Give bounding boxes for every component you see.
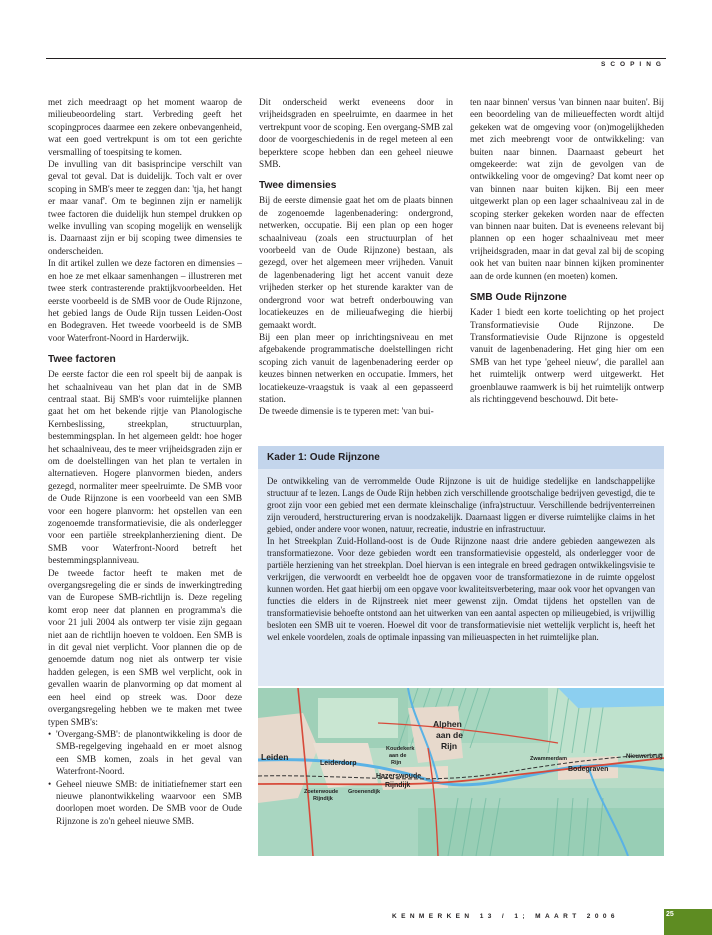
map-label-alphen-2: aan de xyxy=(436,730,463,740)
paragraph: In dit artikel zullen we deze factoren en dimensies – en hoe ze met elkaar samenhangen – illustreren met twee sterk contrasterende praktijkvoorbeelden. Het eerste voorbeeld is de SMB voor de Oude Rijnzone, het gebied langs de Oude Rijn tussen Leiden-Oost en Bodegraven. Het tweede voorbeeld is de SMB voor Waterfront-Noord in Harderwijk. xyxy=(48,258,242,343)
map-label-zoeterwoude-2: Rijndijk xyxy=(313,796,333,802)
paragraph: De eerste factor die een rol speelt bij de aanpak is het schaalniveau van het plan dat in de SMB centraal staat. Bij SMB's voor ruimtelijke plannen gaat het om het bekende rijtje van Planologische Kernbeslissing, streekplan, structuurplan, bestemmingsplan. In het algemeen geldt: hoe hoger het schaalniveau, des te meer vrijheidsgraden zijn er om de doelstellingen van het plan te vertalen in alternatieven. Hogere planvormen bieden, anders gezegd, normaliter meer speelruimte. De SMB voor de Oude Rijnzone is een voorbeeld van een SMB voor een hogere planvorm: het opstellen van een zogenoemde transformatievisie, die als onderlegger voor een partiële streekplanherziening dient. De SMB voor Waterfront-Noord betreft het bestemmingsplanniveau. xyxy=(48,369,242,566)
paragraph: ten naar binnen' versus 'van binnen naar buiten'. Bij een beoordeling van de milieueffecten wordt altijd gekeken wat de omgeving voor (on)mogelijkheden met zich meebrengt voor de ontwikkeling: van buiten naar binnen. Daarnaast gebeurt het omgekeerde: wat zijn de gevolgen van de ontwikkeling voor de omgeving? Dat komt neer op van binnen naar buiten kijken. Bij een meer uitgewerkt plan op een lager schaalniveau zal in de scoping sterker gekeken worden naar de effecten van binnen naar buiten. Dat is eveneens relevant bij plannen op een hoger schaalniveau met meer vrijheidsgraden, maar in dat geval zal bij de scoping ook het van buiten naar binnen kijken prominenter aan de orde kunnen (en moeten) komen. xyxy=(470,97,664,281)
paragraph: De ontwikkeling van de verrommelde Oude Rijnzone is uit de huidige stedelijke en landschappelijke structuur af te lezen. Langs de Oude Rijn hebben zich verschillende grootschalige bedrijven gevestigd, die te groot zijn voor een gebied met een dermate kleinschalige (infra)structuur. Verschillende bedrijventerreinen zijn verouderd, herstructurering ervan is noodzakelijk. Daarnaast liggen er diverse ruimtelijke claims in het gebied, onder andere voor wonen, natuur, recreatie, industrie en infrastructuur. xyxy=(267,476,655,534)
map-label-nieuwerbrug: Nieuwerbrug xyxy=(626,754,663,760)
header-rule xyxy=(46,58,666,59)
paragraph: De invulling van dit basisprincipe verschilt van geval tot geval. Dat is duidelijk. Toch valt er over scoping in SMB's meer te zeggen dan: 'tja, het hangt er maar vanaf'. Om te beginnen zijn er namelijk twee factoren die duidelijk hun stempel drukken op welke invulling van scoping mogelijk en wenselijk is. Daarnaast zijn er bij scoping twee dimensies te onderscheiden. xyxy=(48,159,242,256)
map-label-zwammerdam: Zwammerdam xyxy=(530,756,567,762)
oude-rijnzone-map xyxy=(258,688,664,856)
map-label-zoeterwoude-1: Zoeterwoude xyxy=(304,789,339,795)
map-label-alphen-3: Rijn xyxy=(441,741,458,751)
column-3 xyxy=(470,96,664,405)
smb-types-list xyxy=(48,728,242,827)
map-label-koudekerk-3: Rijn xyxy=(391,760,402,766)
paragraph: met zich meedraagt op het moment waarop de milieubeoordeling start. Verbreding geeft het scopingproces daarmee een zekere onbevangenheid, wat een goed vertrekpunt is om tot een gerichte versmalling of toespitsing te komen. xyxy=(48,97,242,157)
sidebar-box-kader-1 xyxy=(258,446,664,686)
column-1 xyxy=(48,96,242,827)
section-heading-twee-factoren: Twee factoren xyxy=(48,354,116,366)
map-label-hazerswoude-2: Rijndijk xyxy=(385,782,411,789)
paragraph: Bij een plan meer op inrichtingsniveau en met afgebakende programmatische doelstellingen richt scoping zich vanuit de lagenbenadering eerder op keuzes binnen netwerken en occupatie. Immers, het locatiekeuze-vraagstuk is vaak al een gepasseerd station. xyxy=(259,331,453,404)
map-image xyxy=(258,688,664,856)
list-item: • 'Overgang-SMB': de planontwikkeling is door de SMB-regelgeving ingehaald en er moet alsnog een SMB komen, zoals in het geval van Waterfront-Noord. xyxy=(48,728,242,778)
box-title: Kader 1: Oude Rijnzone xyxy=(258,446,664,469)
column-2 xyxy=(259,96,453,418)
map-label-hazerswoude-1: Hazerswoude xyxy=(376,773,422,780)
map-label-koudekerk-1: Koudekerk xyxy=(386,746,415,752)
map-label-alphen-1: Alphen xyxy=(433,719,462,729)
running-head: SCOPING xyxy=(601,61,666,68)
footer-journal: KENMERKEN 13 / 1; MAART 2006 xyxy=(392,913,619,920)
paragraph: Kader 1 biedt een korte toelichting op het project Transformatievisie Oude Rijnzone. De Transformatievisie Oude Rijnzone is opgesteld vanuit de lagenbenadering. Het ging hier om een SMB van het type 'geheel nieuw', die parallel aan het ruimtelijk ontwerp werd uitgewerkt. Het groenblauwe raamwerk is bij het ruimtelijk ontwerp als richtinggevend beschouwd. Dit bete- xyxy=(470,307,664,404)
paragraph: De tweede dimensie is te typeren met: 'van bui- xyxy=(259,406,434,417)
paragraph: Dit onderscheid werkt eveneens door in vrijheidsgraden en speelruimte, en daarmee in het vertrekpunt voor de scoping. Een overgang-SMB zal door de voorgeschiedenis in de regel meteen al een beperktere scope hebben dan een geheel nieuwe SMB. xyxy=(259,97,453,170)
paragraph: Bij de eerste dimensie gaat het om de plaats binnen de zogenoemde lagenbenadering: ondergrond, netwerken, occupatie. Bij een plan op een hoger schaalniveau (zoals een structuurplan of het voorbeeld van de Oude Rijnzone) bestaan, als gezegd, over het algemeen meer vrijheden. Vanuit de lagenbenadering ligt het accent vanuit deze vrijheden sterker op het sturende karakter van de ondergrond voor wat betreft onderbouwing van locatiekeuzes en de milieuafweging die hierbij gemaakt wordt. xyxy=(259,195,453,330)
map-label-leiderdorp: Leiderdorp xyxy=(320,760,357,767)
list-item: • Geheel nieuwe SMB: de initiatiefnemer start een nieuwe planontwikkeling waarvoor een SMB doorlopen moet worden. De SMB voor de Oude Rijnzone is zo'n geheel nieuwe SMB. xyxy=(48,778,242,828)
map-label-groenendijk: Groenendijk xyxy=(348,789,381,795)
paragraph: In het Streekplan Zuid-Holland-oost is de Oude Rijnzone naast drie andere gebieden aangewezen als transformatiezone. Voor deze gebieden wordt een transformatievisie opgesteld, als onderlegger voor de partiële herziening van het streekplan. Doel hiervan is een integrale en breed gedragen ontwikkelingsvisie te verkrijgen, die verwoordt en verbeeldt hoe de opgaven voor de transformatiezone in de ruimte opgelost kunnen worden. Het gaat hierbij om een opgave voor kwaliteitsverbetering, maar ook voor het opvangen van functies die elders in de Rijnstreek niet meer gewenst zijn. Omdat tijdens het opstellen van de transformatievisie behoefte ontstond aan het uitwerken van een aantal aspecten op milieugebied, is vrijwillig besloten een SMB uit te voeren. Hoewel dit voor de transformatievisie niet wettelijk verplicht is, heeft het wel enkele voordelen, zoals de optimale inpassing van milieuaspecten in het ruimtelijke plan. xyxy=(267,536,655,642)
page-number: 25 xyxy=(664,909,712,935)
map-label-bodegraven: Bodegraven xyxy=(568,766,609,773)
map-label-koudekerk-2: aan de xyxy=(389,753,407,759)
box-body xyxy=(258,469,664,643)
section-heading-twee-dimensies: Twee dimensies xyxy=(259,180,337,192)
paragraph: De tweede factor heeft te maken met de overgangsregeling die er sinds de inwerkingtreding van de Europese SMB-richtlijn is. Deze regeling komt erop neer dat plannen en programma's die voor 21 juli 2004 als ontwerp ter visie zijn gegaan niet aan de richtlijn hoeven te voldoen. Een SMB is in dit geval niet verplicht. Voor plannen die op de genoemde datum nog niet als ontwerp ter visie hadden gelegen, is een SMB wel verplicht, ook in gevallen waarin de planvorming op dat moment al een heel eind op streek was. Door deze overgangsregeling hebben we te maken met twee typen SMB's: xyxy=(48,567,242,727)
section-heading-smb-oude-rijnzone: SMB Oude Rijnzone xyxy=(470,292,567,304)
map-label-leiden: Leiden xyxy=(261,752,289,762)
